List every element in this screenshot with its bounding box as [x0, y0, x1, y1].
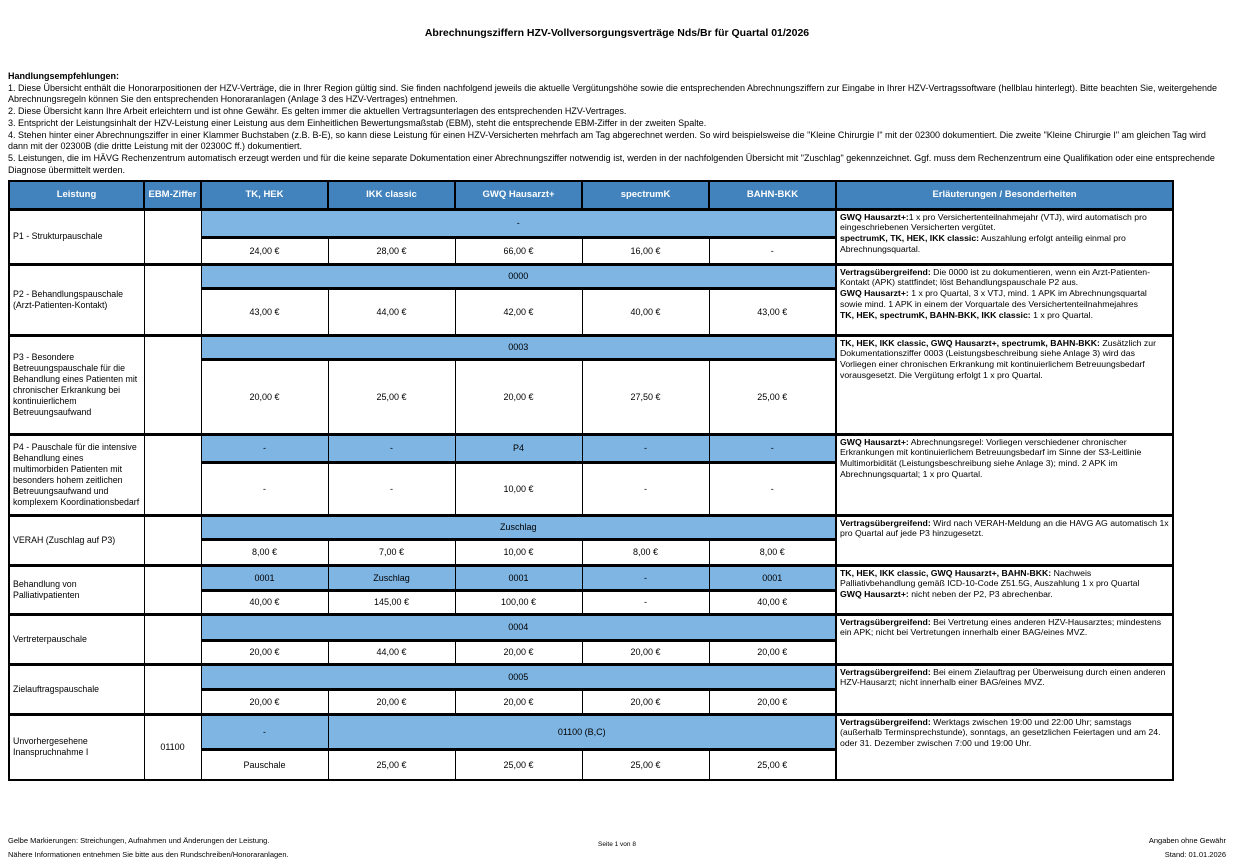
price-cell: 20,00 € — [455, 640, 582, 664]
billing-code-cell: - — [328, 434, 455, 462]
service-row-8 — [9, 664, 1173, 689]
billing-code-cell: - — [201, 714, 328, 749]
price-cell: 44,00 € — [328, 288, 455, 335]
explanation-paragraph: Vertragsübergreifend: Werktags zwischen 19:00 und 22:00 Uhr; samstags (außerhalb Terminsprechstunde), sonntags, an gesetzlichen Feiertagen und am 24. oder 31. Dezember zwischen 7:00 und 19:00 Uhr. — [840, 716, 1161, 749]
column-header-ebm-ziffer: EBM-Ziffer — [144, 181, 201, 209]
price-cell: 40,00 € — [201, 590, 328, 614]
ebm-code: 01100 — [144, 714, 201, 780]
column-header-gwq-hausarzt: GWQ Hausarzt+ — [455, 181, 582, 209]
table-header-row — [9, 181, 1173, 209]
explanation-paragraph: GWQ Hausarzt+: 1 x pro Quartal, 3 x VTJ, mind. 1 APK im Abrechnungsquartal sowie mind. 1 APK in einem der Vorquartale des Versichertenteilnahmejahres — [840, 288, 1147, 310]
ebm-code — [144, 614, 201, 664]
service-row-6 — [9, 565, 1173, 590]
explanation-paragraph: TK, HEK, spectrumK, BAHN-BKK, IKK classic: 1 x pro Quartal. — [840, 310, 1093, 321]
explanation-paragraph: GWQ Hausarzt+:1 x pro Versichertenteilnahmejahr (VTJ), wird automatisch pro eingeschriebenen Versicherten vergütet. — [840, 211, 1147, 233]
price-cell: 20,00 € — [582, 640, 709, 664]
footer-info-note: Nähere Informationen entnehmen Sie bitte aus den Rundschreiben/Honoraranlagen. — [8, 850, 289, 859]
column-header-erlaeuterungen: Erläuterungen / Besonderheiten — [836, 181, 1173, 209]
explanation-paragraph: spectrumK, TK, HEK, IKK classic: Auszahlung erfolgt anteilig einmal pro Abrechnungsquartal. — [840, 233, 1126, 255]
explanation-paragraph: GWQ Hausarzt+: nicht neben der P2, P3 abrechenbar. — [840, 589, 1053, 600]
price-cell: - — [328, 462, 455, 515]
price-cell: 20,00 € — [328, 689, 455, 714]
price-cell: 25,00 € — [328, 359, 455, 434]
explanation-paragraph: Vertragsübergreifend: Die 0000 ist zu dokumentieren, wenn ein Arzt-Patienten-Kontakt (APK) stattfindet; löst Behandlungspauschale P2 aus. — [840, 266, 1151, 288]
price-cell: 20,00 € — [455, 689, 582, 714]
column-header-bahn-bkk: BAHN-BKK — [709, 181, 836, 209]
price-cell: 16,00 € — [582, 237, 709, 264]
service-row-5 — [9, 515, 1173, 539]
billing-code-cell: 01100 (B,C) — [328, 714, 836, 749]
billing-code-cell: - — [201, 209, 836, 237]
explanation-paragraph: Vertragsübergreifend: Bei einem Zielauftrag per Überweisung durch einen anderen HZV-Hausarzt; nicht innerhalb einer BAG/eines MVZ. — [840, 666, 1166, 688]
billing-code-cell: 0001 — [455, 565, 582, 590]
ebm-code — [144, 434, 201, 515]
billing-code-cell: 0001 — [709, 565, 836, 590]
service-name: VERAH (Zuschlag auf P3) — [9, 515, 144, 565]
price-cell: - — [582, 462, 709, 515]
billing-code-cell: Zuschlag — [201, 515, 836, 539]
price-cell: 145,00 € — [328, 590, 455, 614]
recommendations-list — [8, 83, 1226, 177]
explanation-cell — [836, 714, 1173, 780]
price-cell: 28,00 € — [328, 237, 455, 264]
price-cell: 8,00 € — [582, 539, 709, 565]
price-cell: 10,00 € — [455, 462, 582, 515]
price-cell: 10,00 € — [455, 539, 582, 565]
ebm-code — [144, 335, 201, 434]
column-header-tk-hek: TK, HEK — [201, 181, 328, 209]
recommendation-item-4: 4. Stehen hinter einer Abrechnungsziffer in einer Klammer Buchstaben (z.B. B-E), so kann diese Leistung für einen HZV-Versicherten mehrfach am Tag abgerechnet werden. So wird beispielsweise die "Kleine Chirurgie I" mit der 02300 dokumentiert. Die zweite "Kleine Chirurgie I" am gleichen Tag wird dann mit der 02300B (die dritte Leistung mit der 02300C ff.) dokumentiert. — [8, 129, 1206, 152]
explanation-cell — [836, 515, 1173, 565]
service-row-9 — [9, 714, 1173, 749]
price-cell: 7,00 € — [328, 539, 455, 565]
price-cell: 43,00 € — [709, 288, 836, 335]
service-row-3 — [9, 335, 1173, 359]
billing-code-cell: - — [582, 434, 709, 462]
ebm-code — [144, 515, 201, 565]
billing-code-cell: P4 — [455, 434, 582, 462]
billing-code-cell: - — [709, 434, 836, 462]
column-header-leistung: Leistung — [9, 181, 144, 209]
ebm-code — [144, 565, 201, 614]
service-name: P4 - Pauschale für die intensive Behandlung eines multimorbiden Patienten mit besonders hohem zeitlichen Betreuungsaufwand und komplexem Koordinationsbedarf — [9, 434, 144, 515]
recommendations-heading: Handlungsempfehlungen: — [8, 71, 119, 81]
footer-disclaimer: Angaben ohne Gewähr — [1148, 836, 1226, 845]
price-cell: 44,00 € — [328, 640, 455, 664]
price-cell: 20,00 € — [582, 689, 709, 714]
recommendations-block — [8, 71, 1226, 176]
price-cell: 27,50 € — [582, 359, 709, 434]
price-cell: 66,00 € — [455, 237, 582, 264]
price-cell: - — [582, 590, 709, 614]
explanation-cell — [836, 335, 1173, 434]
price-cell: 20,00 € — [709, 689, 836, 714]
price-cell: 25,00 € — [709, 749, 836, 780]
footer-left — [8, 834, 289, 862]
page-title: Abrechnungsziffern HZV-Vollversorgungsverträge Nds/Br für Quartal 01/2026 — [424, 27, 810, 39]
column-header-spectrumk: spectrumK — [582, 181, 709, 209]
footer-markings-note: Gelbe Markierungen: Streichungen, Aufnahmen und Änderungen der Leistung. — [8, 836, 270, 845]
service-row-4 — [9, 434, 1173, 462]
explanation-paragraph: TK, HEK, IKK classic, GWQ Hausarzt+, BAHN-BKK: Nachweis Palliativbehandlung gemäß ICD-10-Code Z51.5G, Auszahlung 1 x pro Quartal — [840, 567, 1140, 589]
price-cell: 20,00 € — [201, 359, 328, 434]
footer-date: Stand: 01.01.2026 — [1164, 850, 1226, 859]
price-cell: 24,00 € — [201, 237, 328, 264]
price-cell: 8,00 € — [201, 539, 328, 565]
explanation-cell — [836, 614, 1173, 664]
explanation-cell — [836, 664, 1173, 714]
billing-code-cell: - — [582, 565, 709, 590]
explanation-paragraph: Vertragsübergreifend: Wird nach VERAH-Meldung an die HAVG AG automatisch 1x pro Quartal auf jede P3 hinzugesetzt. — [840, 517, 1169, 539]
price-cell: 42,00 € — [455, 288, 582, 335]
price-cell: 40,00 € — [582, 288, 709, 335]
price-cell: - — [709, 237, 836, 264]
price-cell: 40,00 € — [709, 590, 836, 614]
ebm-code — [144, 264, 201, 335]
service-name: P1 - Strukturpauschale — [9, 209, 144, 264]
billing-code-cell: 0004 — [201, 614, 836, 640]
billing-code-cell: 0005 — [201, 664, 836, 689]
billing-code-cell: 0001 — [201, 565, 328, 590]
recommendation-item-2: 2. Diese Übersicht kann Ihre Arbeit erleichtern und ist ohne Gewähr. Es gelten immer die aktuellen Vertragsunterlagen des entsprechenden HZV-Vertrages. — [8, 106, 627, 117]
billing-code-cell: 0000 — [201, 264, 836, 288]
price-cell: - — [709, 462, 836, 515]
service-name: P2 - Behandlungspauschale (Arzt-Patienten-Kontakt) — [9, 264, 144, 335]
service-row-7 — [9, 614, 1173, 640]
ebm-code — [144, 664, 201, 714]
price-cell: 25,00 € — [709, 359, 836, 434]
page-number: Seite 1 von 8 — [598, 841, 636, 848]
explanation-cell — [836, 264, 1173, 335]
service-name: Zielauftragspauschale — [9, 664, 144, 714]
price-cell: 20,00 € — [455, 359, 582, 434]
explanation-cell — [836, 434, 1173, 515]
service-name: Unvorhergesehene Inanspruchnahme I — [9, 714, 144, 780]
service-name: Vertreterpauschale — [9, 614, 144, 664]
service-row-2 — [9, 264, 1173, 288]
billing-code-cell: Zuschlag — [328, 565, 455, 590]
service-name: Behandlung von Palliativpatienten — [9, 565, 144, 614]
explanation-cell — [836, 565, 1173, 614]
recommendation-item-5: 5. Leistungen, die im HÄVG Rechenzentrum automatisch erzeugt werden und für die keine separate Dokumentation einer Abrechnungsziffer notwendig ist, werden in der nachfolgenden Übersicht mit "Zuschlag" gekennzeichnet. Ggf. muss dem Rechenzentrum eine Qualifikation oder eine entsprechende Diagnose übermittelt werden. — [8, 152, 1215, 175]
price-cell: 43,00 € — [201, 288, 328, 335]
price-cell: 100,00 € — [455, 590, 582, 614]
footer-right — [1149, 834, 1226, 862]
explanation-cell — [836, 209, 1173, 264]
price-cell: - — [201, 462, 328, 515]
price-cell: 25,00 € — [582, 749, 709, 780]
pricing-table — [8, 180, 1174, 781]
recommendation-item-1: 1. Diese Übersicht enthält die Honorarpositionen der HZV-Verträge, die in Ihrer Region gültig sind. Sie finden nachfolgend jeweils die aktuelle Vergütungshöhe sowie die entsprechenden Abrechnungsziffern zur Eingabe in Ihrer HZV-Vertragssoftware (hellblau hinterlegt). Bitte beachten Sie, weitergehende Abrechnungsregeln können Sie den entsprechenden Honoraranlagen (Anlage 3 des HZV-Vertrages) entnehmen. — [8, 82, 1218, 105]
service-name: P3 - Besondere Betreuungspauschale für die Behandlung eines Patienten mit chronischer Erkrankung bei kontinuierlichem Betreuungsaufwand — [9, 335, 144, 434]
explanation-paragraph: Vertragsübergreifend: Bei Vertretung eines anderen HZV-Hausarztes; mindestens ein APK; nicht bei Vertretungen innerhalb einer BAG/eines MVZ. — [840, 616, 1162, 638]
price-cell: 20,00 € — [709, 640, 836, 664]
ebm-code — [144, 209, 201, 264]
billing-code-cell: - — [201, 434, 328, 462]
price-cell: 20,00 € — [201, 689, 328, 714]
explanation-paragraph: TK, HEK, IKK classic, GWQ Hausarzt+, spectrumk, BAHN-BKK: Zusätzlich zur Dokumentationsziffer 0003 (Leistungsbeschreibung siehe Anlage 3) wird das Vorliegen einer chronischen Erkrankung mit kontinuierlichem Betreuungsbedarf vorausgesetzt. Die Vergütung erfolgt 1 x pro Quartal. — [840, 337, 1156, 381]
recommendation-item-3: 3. Entspricht der Leistungsinhalt der HZV-Leistung einer Leistung aus dem Einheitlichen Bewertungsmaßstab (EBM), steht die entsprechende EBM-Ziffer in der zweiten Spalte. — [8, 117, 707, 128]
billing-code-cell: 0003 — [201, 335, 836, 359]
price-cell: 25,00 € — [328, 749, 455, 780]
price-cell: 20,00 € — [201, 640, 328, 664]
service-row-1 — [9, 209, 1173, 237]
price-cell: Pauschale — [201, 749, 328, 780]
explanation-paragraph: GWQ Hausarzt+: Abrechnungsregel: Vorliegen verschiedener chronischer Erkrankungen mit kontinuierlichem Betreuungsbedarf im Sinne der S3-Leitlinie Multimorbidität (Leistungsbeschreibung siehe Anlage 3); mind. 2 APK im Abrechnungsquartal; 1 x pro Quartal. — [840, 436, 1142, 480]
column-header-ikk-classic: IKK classic — [328, 181, 455, 209]
price-cell: 25,00 € — [455, 749, 582, 780]
price-cell: 8,00 € — [709, 539, 836, 565]
